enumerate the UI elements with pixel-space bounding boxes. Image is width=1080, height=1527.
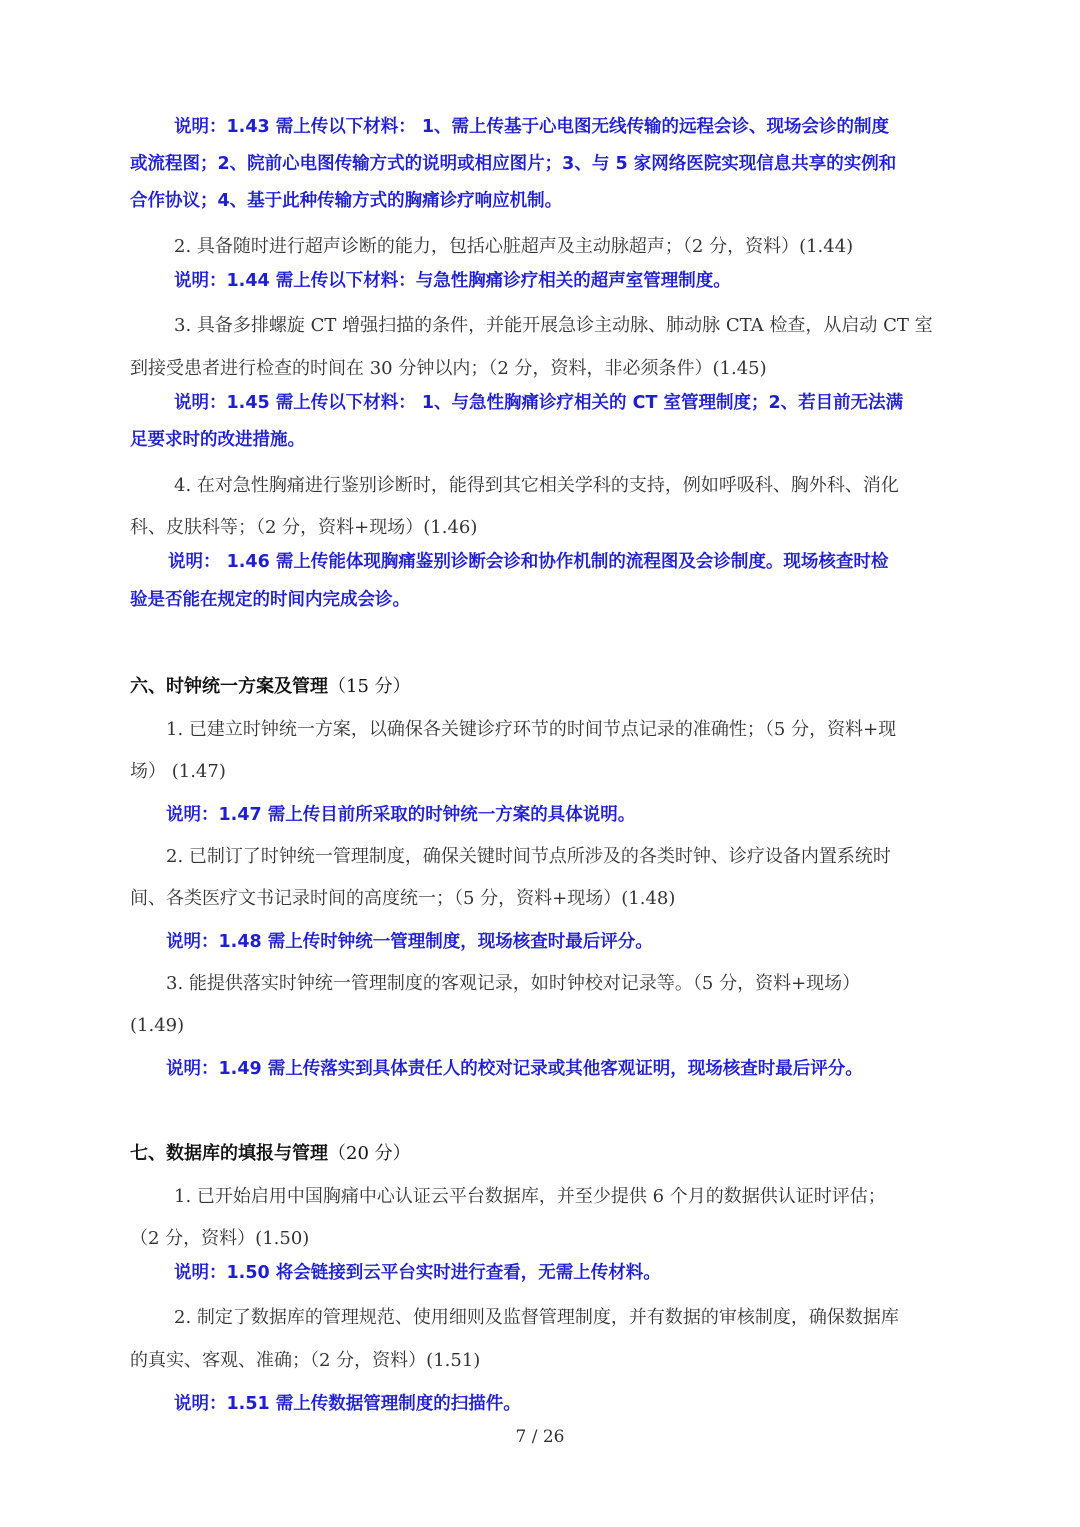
s6-item-1-line-2: 场） (1.47)	[130, 761, 226, 782]
note-1-46-line-1: 说明： 1.46 需上传能体现胸痛鉴别诊断会诊和协作机制的流程图及会诊制度。现场核查时检	[168, 552, 889, 572]
item-4-line-2: 科、皮肤科等；（2 分，资料+现场）(1.46)	[130, 517, 478, 538]
s7-item-1-line-2: （2 分，资料）(1.50)	[130, 1228, 310, 1249]
item-2-line-1: 2. 具备随时进行超声诊断的能力，包括心脏超声及主动脉超声；（2 分，资料）(1.44)	[174, 236, 854, 257]
note-1-44: 说明：1.44 需上传以下材料：与急性胸痛诊疗相关的超声室管理制度。	[174, 271, 731, 291]
note-1-45-line-2: 足要求时的改进措施。	[130, 430, 305, 450]
section-7-heading	[130, 1142, 411, 1166]
section-7-points: （20 分）	[328, 1143, 411, 1164]
s7-item-2-line-2: 的真实、客观、准确；（2 分，资料）(1.51)	[130, 1350, 481, 1371]
note-1-49: 说明：1.49 需上传落实到具体责任人的校对记录或其他客观证明，现场核查时最后评分。	[166, 1059, 863, 1079]
note-1-46-line-2: 验是否能在规定的时间内完成会诊。	[130, 590, 410, 610]
note-1-43-line-2: 或流程图；2、院前心电图传输方式的说明或相应图片；3、与 5 家网络医院实现信息共享的实例和	[130, 154, 897, 174]
note-1-43-line-3: 合作协议；4、基于此种传输方式的胸痛诊疗响应机制。	[130, 191, 563, 211]
note-1-51: 说明：1.51 需上传数据管理制度的扫描件。	[174, 1394, 521, 1414]
s6-item-3-line-2: (1.49)	[130, 1015, 185, 1036]
note-1-47: 说明：1.47 需上传目前所采取的时钟统一方案的具体说明。	[166, 805, 636, 825]
item-3-line-2: 到接受患者进行检查的时间在 30 分钟以内；（2 分，资料，非必须条件）(1.45)	[130, 358, 767, 379]
item-4-line-1: 4. 在对急性胸痛进行鉴别诊断时，能得到其它相关学科的支持，例如呼吸科、胸外科、消化	[174, 475, 899, 496]
s6-item-1-line-1: 1. 已建立时钟统一方案，以确保各关键诊疗环节的时间节点记录的准确性；（5 分，资料+现	[166, 719, 897, 740]
note-1-48: 说明：1.48 需上传时钟统一管理制度，现场核查时最后评分。	[166, 932, 653, 952]
s7-item-2-line-1: 2. 制定了数据库的管理规范、使用细则及监督管理制度，并有数据的审核制度，确保数据库	[174, 1307, 899, 1328]
s6-item-2-line-1: 2. 已制订了时钟统一管理制度，确保关键时间节点所涉及的各类时钟、诊疗设备内置系统时	[166, 846, 891, 867]
s6-item-2-line-2: 间、各类医疗文书记录时间的高度统一；（5 分，资料+现场）(1.48)	[130, 888, 676, 909]
note-1-43-line-1: 说明：1.43 需上传以下材料： 1、需上传基于心电图无线传输的远程会诊、现场会诊的制度	[174, 117, 890, 137]
section-6-heading	[130, 675, 411, 699]
s6-item-3-line-1: 3. 能提供落实时钟统一管理制度的客观记录，如时钟校对记录等。（5 分，资料+现场）	[166, 973, 861, 994]
s7-item-1-line-1: 1. 已开始启用中国胸痛中心认证云平台数据库，并至少提供 6 个月的数据供认证时评估；	[174, 1186, 886, 1207]
item-3-line-1: 3. 具备多排螺旋 CT 增强扫描的条件，并能开展急诊主动脉、肺动脉 CTA 检查，从启动 CT 室	[174, 315, 933, 336]
note-1-50: 说明：1.50 将会链接到云平台实时进行查看，无需上传材料。	[174, 1263, 661, 1283]
section-7-title: 七、数据库的填报与管理	[130, 1143, 328, 1164]
note-1-45-line-1: 说明：1.45 需上传以下材料： 1、与急性胸痛诊疗相关的 CT 室管理制度；2、若目前无法满	[174, 393, 904, 413]
section-6-points: （15 分）	[328, 676, 411, 697]
page-number: 7 / 26	[515, 1427, 565, 1447]
section-6-title: 六、时钟统一方案及管理	[130, 676, 328, 697]
